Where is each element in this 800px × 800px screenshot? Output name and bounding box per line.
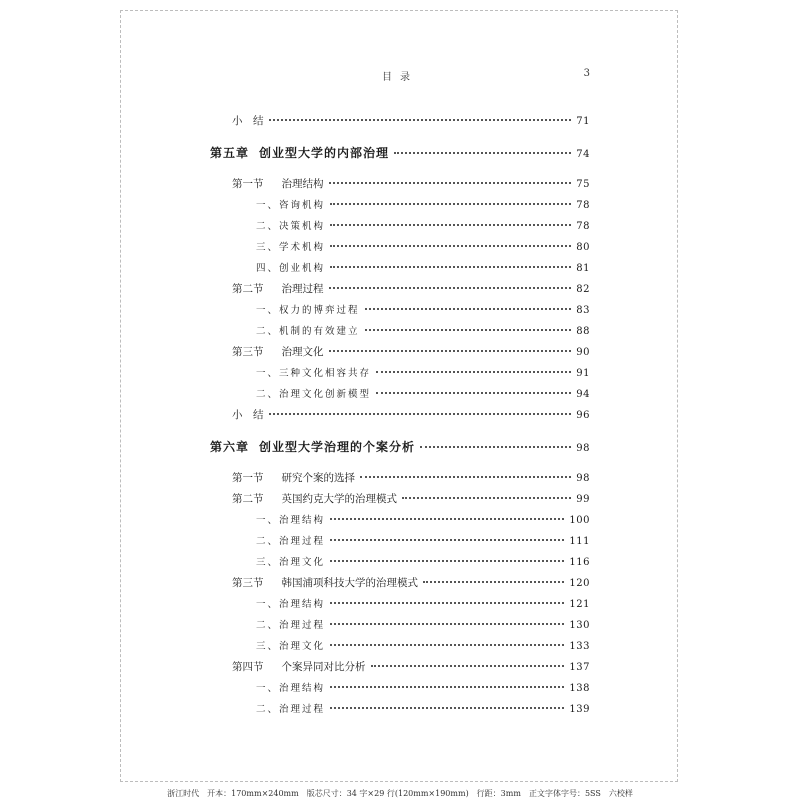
- toc-page-number: 111: [569, 536, 590, 547]
- toc-entry-section: [210, 471, 590, 486]
- toc-entry-sub: [210, 534, 590, 549]
- toc-leader-dots: [329, 342, 572, 352]
- toc-entry-label: [210, 440, 415, 454]
- toc-leader-dots: [365, 321, 572, 331]
- toc-entry-label: [210, 177, 324, 191]
- toc-entry-sub: [210, 219, 590, 234]
- toc-page-number: 116: [569, 557, 590, 568]
- toc-entry-section: [210, 177, 590, 192]
- toc-leader-dots: [330, 216, 571, 226]
- toc-page-number: 133: [569, 641, 590, 652]
- toc-leader-dots: [376, 384, 571, 394]
- toc-entry-label: [210, 576, 418, 590]
- toc-leader-dots: [420, 438, 571, 448]
- toc-page-number: 99: [576, 494, 590, 505]
- toc-entry-section: [210, 660, 590, 675]
- toc-entry-label: 二、治理过程: [256, 620, 326, 631]
- toc-entry-number: 第四节: [232, 661, 264, 673]
- toc-leader-dots: [394, 144, 571, 154]
- toc-page-number: 137: [569, 662, 590, 673]
- toc-leader-dots: [360, 468, 571, 478]
- toc-leader-dots: [329, 174, 572, 184]
- toc-page-number: 121: [569, 599, 590, 610]
- toc-page-number: 88: [576, 326, 590, 337]
- toc-entry-label: [210, 146, 389, 160]
- toc-entry-label: [210, 660, 366, 674]
- toc-entry-number: 第五章: [210, 146, 250, 160]
- toc-leader-dots: [376, 363, 571, 373]
- toc-page-number: 94: [576, 389, 590, 400]
- toc-entry-label: [210, 471, 355, 485]
- toc-entry-title: 个案异同对比分析: [281, 661, 366, 673]
- toc-entry-summary: [210, 114, 590, 129]
- running-head-title: 目录: [382, 72, 418, 83]
- toc-page-number: 81: [576, 263, 590, 274]
- toc-entry-summary: [210, 408, 590, 423]
- toc-page-number: 71: [576, 116, 590, 127]
- toc-entry-label: 一、权力的博弈过程: [256, 305, 360, 316]
- toc-page-number: 96: [576, 410, 590, 421]
- toc-entry-sub: [210, 324, 590, 339]
- running-head-page-number: 3: [583, 68, 590, 79]
- toc-page-number: 100: [569, 515, 590, 526]
- toc-leader-dots: [330, 615, 564, 625]
- toc-entry-label: 三、治理文化: [256, 641, 326, 652]
- toc-entry-title: 研究个案的选择: [281, 472, 355, 484]
- toc-entry-sub: [210, 387, 590, 402]
- toc-page-number: 138: [569, 683, 590, 694]
- toc-leader-dots: [269, 405, 572, 415]
- toc-entry-section: [210, 282, 590, 297]
- toc-page-number: 83: [576, 305, 590, 316]
- toc-entry-label: [210, 345, 324, 359]
- toc-leader-dots: [330, 195, 571, 205]
- toc-entry-label: 三、学术机构: [256, 242, 326, 253]
- toc-entry-sub: [210, 597, 590, 612]
- toc-entry-sub: [210, 681, 590, 696]
- toc-entry-title: 治理结构: [281, 178, 324, 190]
- toc-entry-sub: [210, 261, 590, 276]
- toc-leader-dots: [423, 573, 564, 583]
- toc-page-number: 98: [576, 473, 590, 484]
- toc-leader-dots: [402, 489, 571, 499]
- toc-leader-dots: [330, 636, 564, 646]
- toc-entry-label: 小 结: [232, 115, 264, 127]
- toc-entry-label: [210, 492, 397, 506]
- toc-entry-label: 二、机制的有效建立: [256, 326, 360, 337]
- toc-leader-dots: [330, 531, 564, 541]
- toc-entry-title: 韩国浦项科技大学的治理模式: [281, 577, 418, 589]
- toc-page-number: 90: [576, 347, 590, 358]
- toc-page-number: 91: [576, 368, 590, 379]
- toc-entry-sub: [210, 618, 590, 633]
- toc-leader-dots: [269, 111, 572, 121]
- toc-leader-dots: [330, 594, 564, 604]
- toc-entry-label: 一、咨询机构: [256, 200, 326, 211]
- toc-entry-section: [210, 576, 590, 591]
- toc-entry-title: 治理过程: [281, 283, 324, 295]
- toc-page-number: 98: [576, 443, 590, 454]
- toc-entry-sub: [210, 513, 590, 528]
- toc-entry-sub: [210, 198, 590, 213]
- toc-page-number: 75: [576, 179, 590, 190]
- toc-page-number: 78: [576, 221, 590, 232]
- toc-entry-label: [210, 282, 324, 296]
- toc-entry-label: 一、三种文化相容共存: [256, 368, 372, 379]
- toc-entry-label: 一、治理结构: [256, 683, 326, 694]
- toc-entry-label: 小 结: [232, 409, 264, 421]
- toc-leader-dots: [330, 237, 571, 247]
- toc-page-number: 130: [569, 620, 590, 631]
- toc-leader-dots: [330, 678, 564, 688]
- toc-entry-title: 创业型大学的内部治理: [259, 146, 390, 160]
- toc-entry-label: 一、治理结构: [256, 515, 326, 526]
- toc-leader-dots: [330, 258, 571, 268]
- toc-page-number: 74: [576, 149, 590, 160]
- toc-entry-number: 第二节: [232, 283, 264, 295]
- toc-leader-dots: [330, 699, 564, 709]
- toc-entry-sub: [210, 702, 590, 717]
- toc-page-number: 82: [576, 284, 590, 295]
- toc-entry-sub: [210, 366, 590, 381]
- toc-entry-sub: [210, 555, 590, 570]
- toc-entry-section: [210, 345, 590, 360]
- toc-leader-dots: [365, 300, 572, 310]
- toc-page-number: 120: [569, 578, 590, 589]
- toc-entry-label: 二、治理过程: [256, 704, 326, 715]
- print-spec-footer: 浙江时代 开本：170mm×240mm 版芯尺寸：34 字×29 行(120mm×190mm) 行距：3mm 正文字体字号：5SS 六校样: [167, 789, 633, 798]
- toc-page-number: 78: [576, 200, 590, 211]
- toc-entry-label: 一、治理结构: [256, 599, 326, 610]
- toc-entry-label: 二、决策机构: [256, 221, 326, 232]
- toc-page-number: 80: [576, 242, 590, 253]
- toc-entry-sub: [210, 240, 590, 255]
- toc-entry-sub: [210, 303, 590, 318]
- toc-entry-title: 治理文化: [281, 346, 324, 358]
- toc-entry-number: 第三节: [232, 346, 264, 358]
- toc-entry-label: 四、创业机构: [256, 263, 326, 274]
- toc-entry-chapter: [210, 440, 590, 456]
- toc-entry-number: 第一节: [232, 178, 264, 190]
- toc-entry-label: 二、治理文化创新模型: [256, 389, 372, 400]
- toc-entry-section: [210, 492, 590, 507]
- toc-entry-label: 三、治理文化: [256, 557, 326, 568]
- toc-entry-number: 第六章: [210, 440, 250, 454]
- toc-entry-chapter: [210, 146, 590, 162]
- toc-entry-number: 第二节: [232, 493, 264, 505]
- toc-entry-title: 英国约克大学的治理模式: [281, 493, 397, 505]
- toc-leader-dots: [329, 279, 572, 289]
- toc-leader-dots: [330, 552, 564, 562]
- toc-entry-label: 二、治理过程: [256, 536, 326, 547]
- toc-page-number: 139: [569, 704, 590, 715]
- toc-leader-dots: [371, 657, 565, 667]
- toc-entry-sub: [210, 639, 590, 654]
- toc-entry-number: 第三节: [232, 577, 264, 589]
- toc-leader-dots: [330, 510, 564, 520]
- toc-entry-number: 第一节: [232, 472, 264, 484]
- toc-entry-title: 创业型大学治理的个案分析: [259, 440, 416, 454]
